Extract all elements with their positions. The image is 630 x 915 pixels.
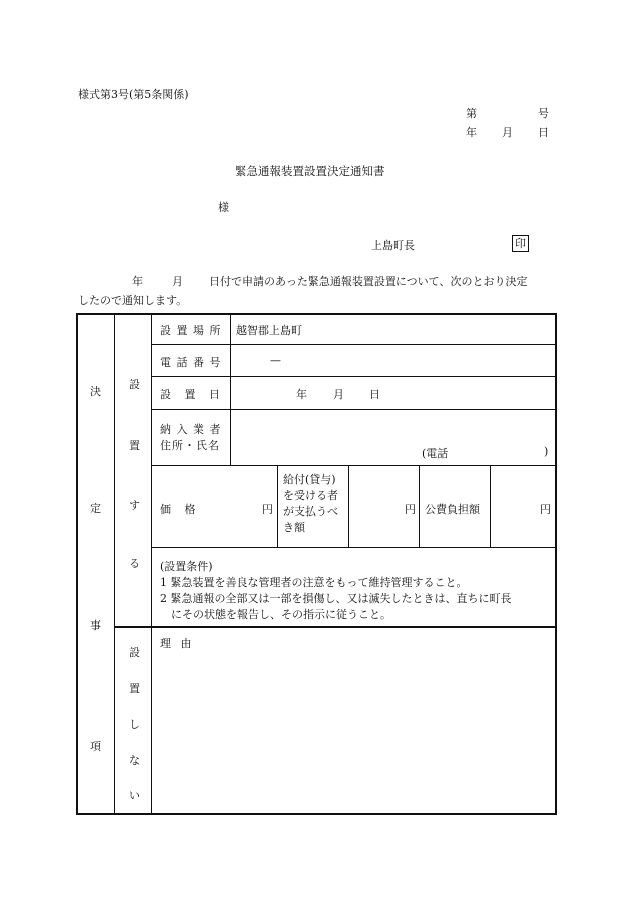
condition-2-line-2: にその状態を報告し、その指示に従うこと。 xyxy=(171,608,391,621)
col1-char-2: 定 xyxy=(90,502,101,515)
no-install-char-5: い xyxy=(129,789,140,802)
install-char-3: す xyxy=(129,499,140,512)
col1-char-3: 事 xyxy=(90,619,101,632)
phone-label: 電 話 番 号 xyxy=(160,356,222,369)
addressee-suffix: 様 xyxy=(218,201,229,214)
price-unit-2: 円 xyxy=(405,503,416,516)
phone-value: — xyxy=(270,354,281,367)
intro-text-2: したので通知します。 xyxy=(78,294,188,307)
install-date-label: 設 置 日 xyxy=(160,388,220,401)
col1-char-4: 項 xyxy=(90,740,101,753)
intro-year: 年 xyxy=(132,275,143,288)
install-char-2: 置 xyxy=(129,439,140,452)
no-install-char-4: な xyxy=(129,754,140,767)
vendor-label-2: 住所・氏名 xyxy=(160,439,220,452)
place-value: 越智郡上島町 xyxy=(236,324,302,337)
vendor-tel-open: (電話 xyxy=(422,447,449,460)
intro-month: 月 xyxy=(172,275,183,288)
conditions-heading: (設置条件) xyxy=(160,560,213,573)
benefit-label-1: 給付(貸与) xyxy=(283,473,336,486)
install-date-day: 日 xyxy=(369,388,380,401)
intro-text: 日付で申請のあった緊急通報装置設置について、次のとおり決定 xyxy=(209,275,528,288)
number-suffix: 号 xyxy=(538,107,549,120)
col1-char-1: 決 xyxy=(90,385,101,398)
reason-label: 理 由 xyxy=(160,637,192,650)
document-title: 緊急通報装置設置決定通知書 xyxy=(235,164,385,178)
vendor-label-1: 納 入 業 者 xyxy=(160,423,222,436)
issuer: 上島町長 xyxy=(371,239,415,252)
install-date-month: 月 xyxy=(333,388,344,401)
form-label: 様式第3号(第5条関係) xyxy=(78,88,189,101)
benefit-label-3: が支払うべ xyxy=(283,505,338,518)
seal-mark: 印 xyxy=(512,235,529,252)
vendor-tel-close: ) xyxy=(544,445,549,458)
price-unit-1: 円 xyxy=(262,503,273,516)
no-install-char-3: し xyxy=(129,718,140,731)
no-install-char-2: 置 xyxy=(129,682,140,695)
price-unit-3: 円 xyxy=(540,503,551,516)
no-install-char-1: 設 xyxy=(129,646,140,659)
place-label: 設 置 場 所 xyxy=(160,324,222,337)
condition-1: 1 緊急装置を善良な管理者の注意をもって維持管理すること。 xyxy=(160,576,468,589)
date-year: 年 xyxy=(466,126,477,139)
condition-2-line-1: 2 緊急通報の全部又は一部を損傷し、又は滅失したときは、直ちに町長 xyxy=(160,592,512,605)
install-char-4: る xyxy=(129,557,140,570)
date-month: 月 xyxy=(502,126,513,139)
install-char-1: 設 xyxy=(129,378,140,391)
price-label: 価 格 xyxy=(160,503,196,516)
install-date-year: 年 xyxy=(296,388,307,401)
benefit-label-2: を受ける者 xyxy=(283,489,338,502)
number-prefix: 第 xyxy=(466,107,477,120)
benefit-label-4: き額 xyxy=(283,521,305,534)
public-burden-label: 公費負担額 xyxy=(425,503,480,516)
date-day: 日 xyxy=(538,126,549,139)
